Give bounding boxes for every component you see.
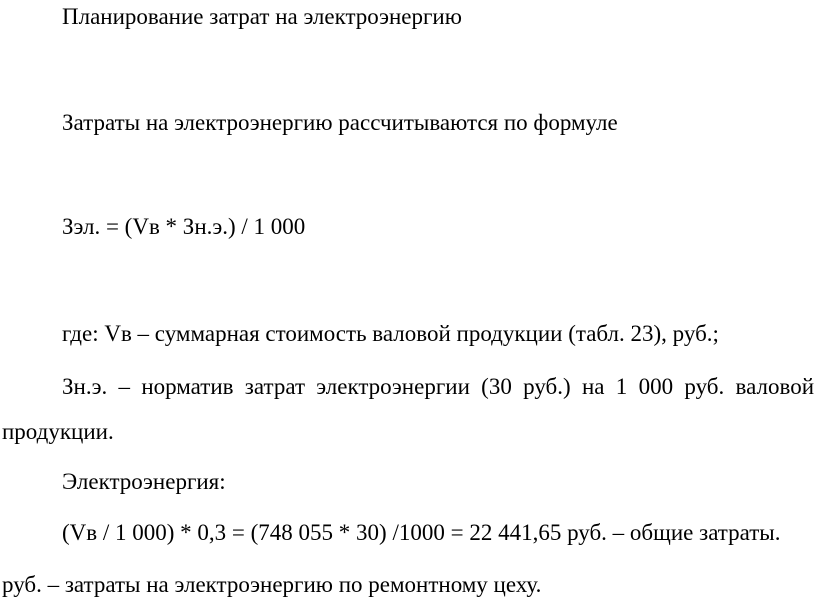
calculation-text: (Vв / 1 000) * 0,3 = (748 055 * 30) /1000 = 22 441,65 руб. – общие затраты. bbox=[62, 520, 781, 545]
document-heading: Планирование затрат на электроэнергию bbox=[62, 4, 462, 29]
repair-shop-text: руб. – затраты на электроэнергию по ремонтному цеху. bbox=[2, 572, 542, 597]
formula-text: Зэл. = (Vв * Зн.э.) / 1 000 bbox=[62, 214, 306, 239]
intro-text: Затраты на электроэнергию рассчитываются по формуле bbox=[62, 110, 618, 135]
definition-zne-line1: Зн.э. – норматив затрат электроэнергии (30 руб.) на 1 000 руб. валовой bbox=[62, 374, 814, 399]
definition-zne-line2: продукции. bbox=[2, 419, 114, 444]
electricity-label: Электроэнергия: bbox=[62, 469, 226, 494]
definition-vv: где: Vв – суммарная стоимость валовой продукции (табл. 23), руб.; bbox=[62, 321, 719, 346]
